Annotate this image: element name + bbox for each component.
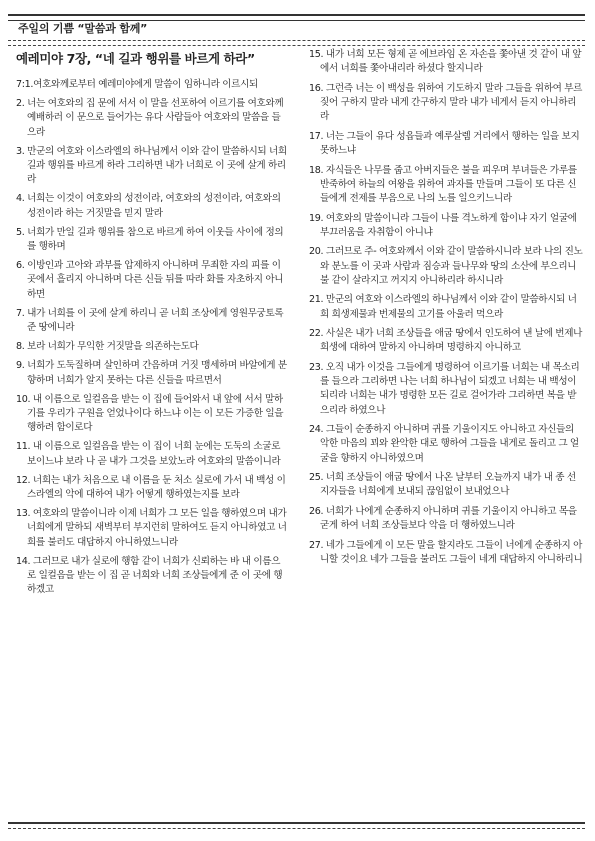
chapter-title: 예레미야 7장, “네 길과 행위를 바르게 하라” — [16, 51, 255, 66]
verse: 7. 내가 너희를 이 곳에 살게 하리니 곧 너희 조상에게 영원무궁토록 준 땅에니라 — [16, 307, 284, 334]
verse: 17. 너는 그들이 유다 성읍들과 예루살렘 거리에서 행하는 일을 보지 못하느냐 — [309, 130, 580, 156]
verse: 13. 여호와의 말씀이니라 이제 너희가 그 모든 일을 행하였으며 내가 너희에게 말하되 새벽부터 부지런히 말하여도 듣지 아니하였고 너희를 불러도 대답하지 아니하였느니라 — [16, 508, 287, 548]
verse: 25. 너희 조상들이 애굽 땅에서 나온 날부터 오늘까지 내가 내 종 선지자들을 너희에게 보내되 끊임없이 보내었으나 — [309, 472, 576, 498]
verse: 21. 만군의 여호와 이스라엘의 하나님께서 이와 같이 말씀하시되 너희 희생제물과 번제물의 고기를 아울러 먹으라 — [309, 294, 577, 320]
verse: 9. 너희가 도둑질하며 살인하며 간음하며 거짓 맹세하며 바알에게 분향하며 너희가 알지 못하는 다른 신들을 따르면서 — [16, 360, 287, 386]
verse: 26. 너희가 나에게 순종하지 아니하며 귀를 기울이지 아니하고 목을 굳게 하여 너희 조상들보다 악을 더 행하였느니라 — [309, 505, 577, 532]
verse: 11. 내 이름으로 일컬음을 받는 이 집이 너희 눈에는 도둑의 소굴로 보이느냐 보라 나 곧 내가 그것을 보았노라 여호와의 말씀이니라 — [16, 441, 281, 467]
right-column — [309, 48, 583, 573]
verse: 3. 만군의 여호와 이스라엘의 하나님께서 이와 같이 말씀하시되 너희 길과 행위를 바르게 하라 그리하면 내가 너희로 이 곳에 살게 하리라 — [16, 145, 287, 186]
verse: 10. 내 이름으로 일컬음을 받는 이 집에 들어와서 내 앞에 서서 말하기를 우리가 구원을 얻었나이다 하느냐 이는 이 모든 가증한 일을 행하려 함이로다 — [16, 393, 284, 434]
verse: 27. 네가 그들에게 이 모든 말을 할지라도 그들이 너에게 순종하지 아니할 것이요 네가 그들을 불러도 그들이 네게 대답하지 아니하리니 — [309, 539, 583, 565]
verse: 16. 그런즉 너는 이 백성을 위하여 기도하지 말라 그들을 위하여 부르짖어 구하지 말라 내게 간구하지 말라 내가 네게서 듣지 아니하리라 — [309, 82, 583, 123]
bottom-rule — [8, 822, 585, 829]
verse: 12. 너희는 내가 처음으로 내 이름을 둔 처소 실로에 가서 내 백성 이스라엘의 악에 대하여 내가 어떻게 행하였는지를 보라 — [16, 474, 286, 501]
verse: 5. 너희가 만일 길과 행위를 참으로 바르게 하여 이웃들 사이에 정의를 행하며 — [16, 226, 284, 253]
verse: 23. 오직 내가 이것을 그들에게 명령하여 이르기를 너희는 내 목소리를 들으라 그리하면 나는 너희 하나님이 되겠고 너희는 내 백성이 되리라 너희는 내가 명령한 모든 길로 걸어가라 그리하면 복을 받으리라 하였으나 — [309, 361, 580, 416]
verse: 20. 그러므로 주- 여호와께서 이와 같이 말씀하시니라 보라 나의 진노와 분노를 이 곳과 사람과 짐승과 들나무와 땅의 소산에 부으리니 불 같이 살라지고 꺼지지 아니하리라 하시니라 — [309, 246, 583, 286]
verse: 6. 이방인과 고아와 과부를 압제하지 아니하며 무죄한 자의 피를 이 곳에서 흘리지 아니하며 다른 신들 뒤를 따라 화를 자초하지 아니하면 — [16, 260, 284, 300]
verse: 7:1.여호와께로부터 예레미야에게 말씀이 임하니라 이르시되 — [16, 79, 258, 90]
left-column — [16, 50, 288, 603]
page-header: 주일의 기쁨 “말씀과 함께” — [18, 22, 148, 35]
verse: 22. 사실은 내가 너희 조상들을 애굽 땅에서 인도하여 낸 날에 번제나 희생에 대하여 말하지 아니하며 명령하지 아니하고 — [309, 328, 583, 354]
verse: 4. 너희는 이것이 여호와의 성전이라, 여호와의 성전이라, 여호와의 성전이라 하는 거짓말을 믿지 말라 — [16, 193, 281, 219]
header-divider — [8, 40, 585, 46]
verse: 15. 내가 너희 모든 형제 곧 에브라임 온 자손을 쫓아낸 것 같이 내 앞에서 너희를 쫓아내리라 하셨다 할지니라 — [309, 49, 582, 75]
verse: 18. 자식들은 나무를 줍고 아버지들은 불을 피우며 부녀들은 가루를 반죽하여 하늘의 여왕을 위하여 과자를 만들며 그들이 또 다른 신들에게 전제를 부음으로 나의 노를 일으키느니라 — [309, 164, 577, 204]
verse: 14. 그러므로 내가 실로에 행함 같이 너희가 신뢰하는 바 내 이름으로 일컬음을 받는 이 집 곧 너희와 너희 조상들에게 준 이 곳에 행하겠고 — [16, 555, 283, 596]
verse: 19. 여호와의 말씀이니라 그들이 나를 격노하게 함이냐 자기 얼굴에 부끄러움을 자취함이 아니냐 — [309, 212, 577, 238]
verse: 24. 그들이 순종하지 아니하며 귀를 기울이지도 아니하고 자신들의 악한 마음의 꾀와 완악한 대로 행하여 그들을 내게로 돌리고 그 얼굴을 향하지 아니하였으며 — [309, 424, 579, 464]
verse: 8. 보라 너희가 무익한 거짓말을 의존하는도다 — [16, 341, 199, 353]
verse: 2. 너는 여호와의 집 문에 서서 이 말을 선포하여 이르기를 여호와께 예배하러 이 문으로 들어가는 유다 사람들아 여호와의 말씀을 들으라 — [16, 98, 284, 138]
